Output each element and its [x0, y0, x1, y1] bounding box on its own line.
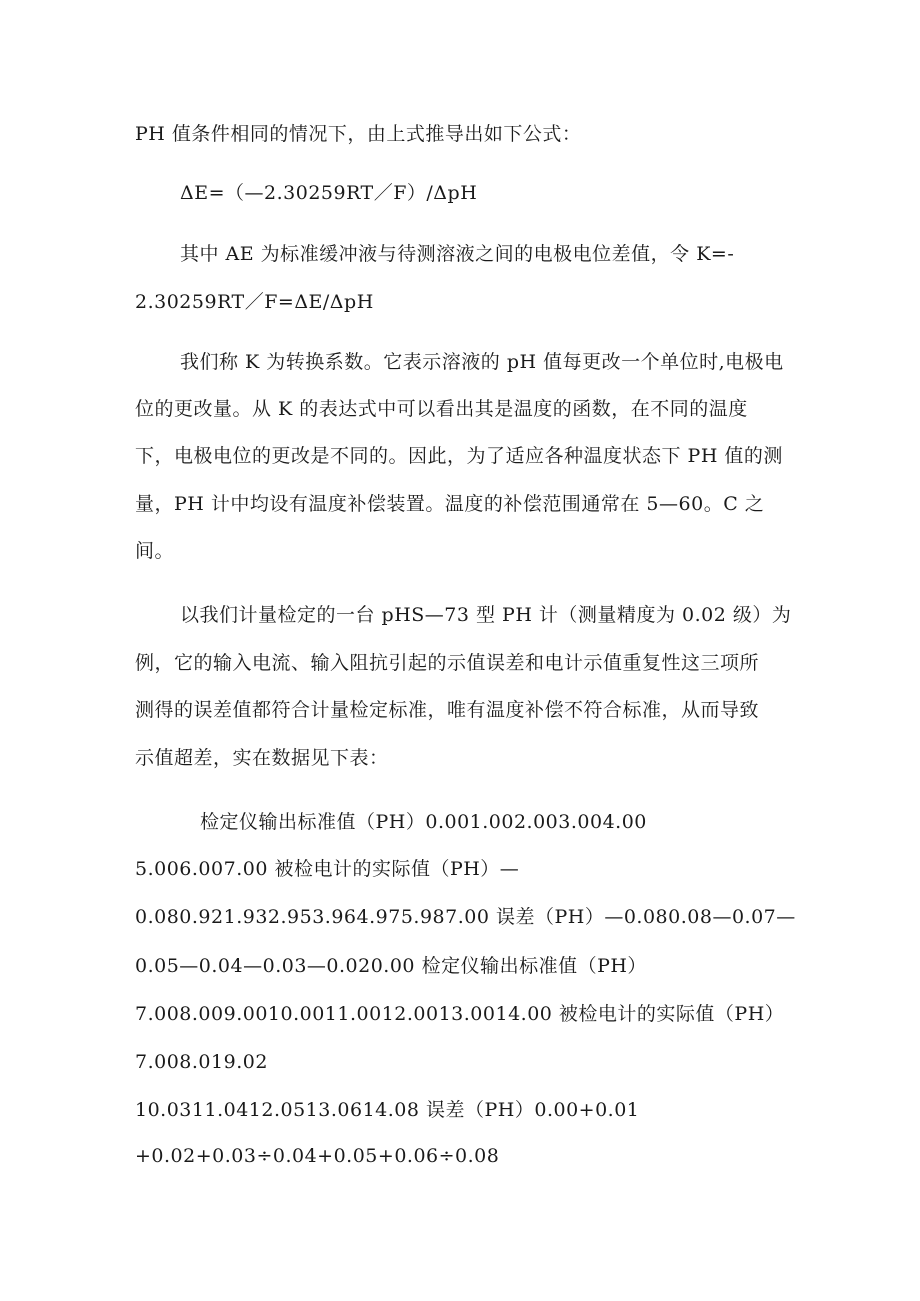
text-line-11: 例，它的输入电流、输入阻抗引起的示值误差和电计示值重复性这三项所 — [135, 652, 760, 674]
data-line-4: 0.05—0.04—0.03—0.020.00 检定仪输出标准值（PH） — [135, 955, 647, 977]
data-line-6: 7.008.019.02 — [135, 1051, 268, 1073]
text-line-5: 我们称 K 为转换系数。它表示溶液的 pH 值每更改一个单位时,电极电 — [180, 351, 784, 373]
text-line-6: 位的更改量。从 K 的表达式中可以看出其是温度的函数，在不同的温度 — [135, 398, 748, 420]
text-line-4: 2.30259RT／F=ΔE/ΔpH — [135, 291, 374, 313]
data-line-3: 0.080.921.932.953.964.975.987.00 误差（PH）—0.080.08—0.07— — [135, 906, 796, 928]
data-line-1: 检定仪输出标准值（PH）0.001.002.003.004.00 — [200, 811, 647, 833]
text-line-9: 间。 — [135, 540, 175, 562]
text-line-13: 示值超差，实在数据见下表： — [135, 747, 389, 769]
data-line-7: 10.0311.0412.0513.0614.08 误差（PH）0.00+0.01 — [135, 1099, 640, 1121]
text-line-3: 其中 AE 为标准缓冲液与待测溶液之间的电极电位差值，令 K=- — [180, 243, 735, 265]
text-line-12: 测得的误差值都符合计量检定标准，唯有温度补偿不符合标准，从而导致 — [135, 699, 760, 721]
data-line-8: +0.02+0.03÷0.04+0.05+0.06÷0.08 — [135, 1145, 500, 1167]
text-line-10: 以我们计量检定的一台 pHS—73 型 PH 计（测量精度为 0.02 级）为 — [180, 604, 792, 626]
formula-line: ΔE=（—2.30259RT／F）/ΔpH — [180, 182, 478, 204]
text-line-7: 下，电极电位的更改是不同的。因此，为了适应各种温度状态下 PH 值的测 — [135, 445, 783, 467]
data-line-5: 7.008.009.0010.0011.0012.0013.0014.00 被检电计的实际值（PH） — [135, 1003, 785, 1025]
text-line-1: PH 值条件相同的情况下，由上式推导出如下公式： — [135, 123, 582, 145]
data-line-2: 5.006.007.00 被检电计的实际值（PH）— — [135, 858, 520, 880]
text-line-8: 量，PH 计中均设有温度补偿装置。温度的补偿范围通常在 5—60。C 之 — [135, 493, 765, 515]
